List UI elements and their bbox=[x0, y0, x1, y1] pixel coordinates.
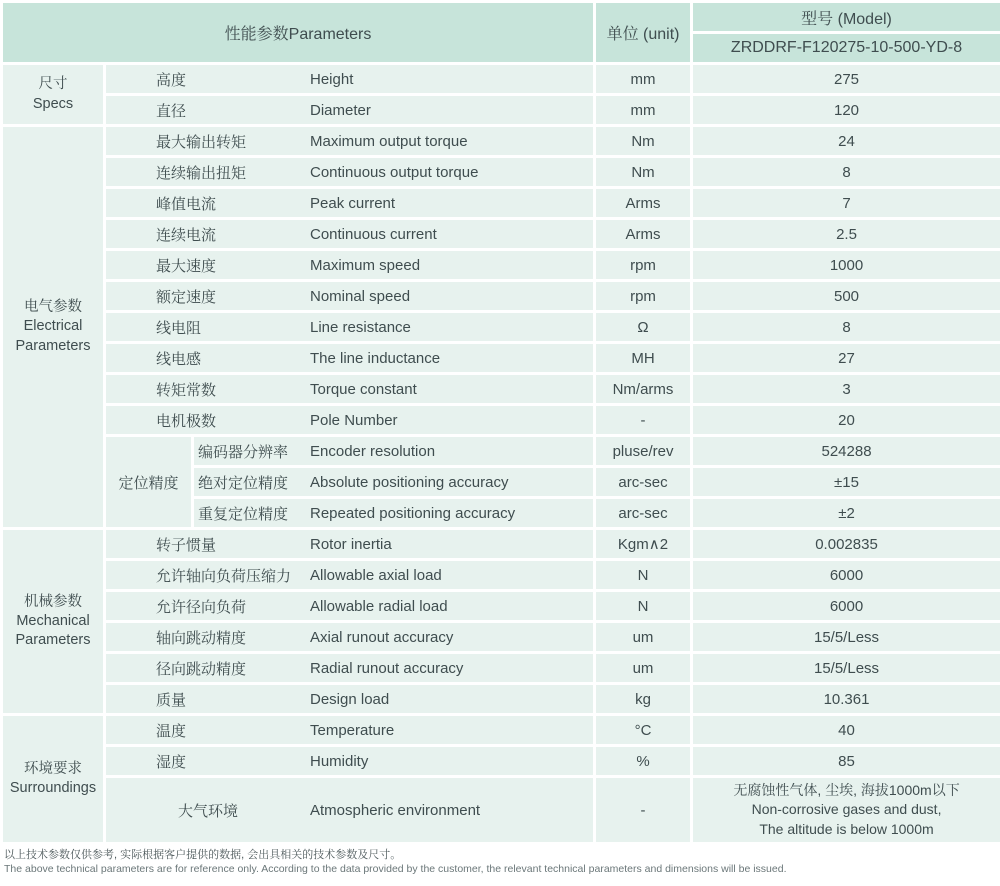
value-cell: 20 bbox=[692, 405, 1000, 436]
unit-cell: Ω bbox=[595, 312, 692, 343]
atmosphere-value-en-line1: Non-corrosive gases and dust, bbox=[751, 801, 942, 818]
section-header-specs bbox=[2, 64, 105, 126]
unit-cell: Nm bbox=[595, 157, 692, 188]
unit-cell: mm bbox=[595, 95, 692, 126]
label-cn: 最大输出转矩 bbox=[156, 133, 247, 151]
unit-cell: Kgm∧2 bbox=[595, 529, 692, 560]
table-row bbox=[2, 622, 1000, 653]
footnote bbox=[0, 845, 1000, 876]
label-en: Torque constant bbox=[310, 380, 417, 398]
unit-cell: N bbox=[595, 591, 692, 622]
value-cell: 120 bbox=[692, 95, 1000, 126]
value-cell: 40 bbox=[692, 715, 1000, 746]
table-row bbox=[2, 219, 1000, 250]
value-cell: 15/5/Less bbox=[692, 653, 1000, 684]
label-en: Diameter bbox=[310, 101, 371, 119]
unit-cell: arc-sec bbox=[595, 467, 692, 498]
unit-cell: um bbox=[595, 622, 692, 653]
label-en: Radial runout accuracy bbox=[310, 659, 464, 677]
value-cell: 1000 bbox=[692, 250, 1000, 281]
unit-cell: % bbox=[595, 746, 692, 777]
label-cn: 质量 bbox=[156, 691, 187, 709]
table-row bbox=[2, 653, 1000, 684]
label-en: Continuous output torque bbox=[310, 163, 479, 181]
table-row bbox=[2, 436, 1000, 467]
value-cell: ±2 bbox=[692, 498, 1000, 529]
value-cell: 24 bbox=[692, 126, 1000, 157]
label-en: Humidity bbox=[310, 752, 369, 770]
atmosphere-value-en-line2: The altitude is below 1000m bbox=[759, 820, 934, 837]
section-title-cn: 机械参数 bbox=[24, 593, 82, 610]
label-en: Maximum output torque bbox=[310, 132, 468, 150]
unit-cell: °C bbox=[595, 715, 692, 746]
atmosphere-value-cn: 无腐蚀性气体, 尘埃, 海拔1000m以下 bbox=[733, 782, 960, 799]
table-row bbox=[2, 591, 1000, 622]
unit-cell: Nm bbox=[595, 126, 692, 157]
label-cn: 大气环境 bbox=[177, 802, 238, 820]
label-en: Atmospheric environment bbox=[310, 801, 481, 819]
unit-cell: N bbox=[595, 560, 692, 591]
label-en: Design load bbox=[310, 690, 390, 708]
header-model-value: ZRDDRF-F120275-10-500-YD-8 bbox=[692, 33, 1000, 64]
table-row bbox=[2, 343, 1000, 374]
table-row bbox=[2, 405, 1000, 436]
value-cell: 6000 bbox=[692, 560, 1000, 591]
table-row bbox=[2, 777, 1000, 844]
label-en: Absolute positioning accuracy bbox=[310, 473, 509, 491]
table-row bbox=[2, 188, 1000, 219]
label-en: Line resistance bbox=[310, 318, 411, 336]
label-cn: 额定速度 bbox=[156, 288, 217, 306]
label-cn: 线电阻 bbox=[156, 319, 202, 337]
label-cn: 湿度 bbox=[156, 753, 187, 771]
unit-cell: mm bbox=[595, 64, 692, 95]
table-row bbox=[2, 95, 1000, 126]
label-en: Nominal speed bbox=[310, 287, 411, 305]
section-title-cn: 环境要求 bbox=[24, 760, 82, 777]
label-cn: 转子惯量 bbox=[156, 536, 217, 554]
label-en: Encoder resolution bbox=[310, 442, 436, 460]
label-cn: 重复定位精度 bbox=[198, 505, 289, 523]
label-cn: 绝对定位精度 bbox=[198, 474, 289, 492]
label-en: Allowable radial load bbox=[310, 597, 448, 615]
label-cn: 轴向跳动精度 bbox=[156, 629, 247, 647]
unit-cell: pluse/rev bbox=[595, 436, 692, 467]
value-cell: ±15 bbox=[692, 467, 1000, 498]
label-en: Temperature bbox=[310, 721, 395, 739]
label-en: Rotor inertia bbox=[310, 535, 392, 553]
unit-cell: Arms bbox=[595, 188, 692, 219]
label-en: Axial runout accuracy bbox=[310, 628, 454, 646]
table-row bbox=[2, 64, 1000, 95]
value-cell bbox=[692, 777, 1000, 844]
footnote-en: The above technical parameters are for reference only. According to the data provided by the customer, the relevant technical parameters and dimensions will be issued. bbox=[4, 862, 787, 875]
header-unit: 单位 (unit) bbox=[595, 2, 692, 64]
value-cell: 500 bbox=[692, 281, 1000, 312]
table-row bbox=[2, 157, 1000, 188]
table-row bbox=[2, 715, 1000, 746]
table-row bbox=[2, 529, 1000, 560]
table-row bbox=[2, 684, 1000, 715]
label-cn: 温度 bbox=[156, 722, 187, 740]
value-cell: 0.002835 bbox=[692, 529, 1000, 560]
group-label-positioning-accuracy: 定位精度 bbox=[105, 436, 193, 529]
unit-cell: - bbox=[595, 405, 692, 436]
unit-cell: um bbox=[595, 653, 692, 684]
value-cell: 85 bbox=[692, 746, 1000, 777]
table-row bbox=[2, 312, 1000, 343]
value-cell: 3 bbox=[692, 374, 1000, 405]
label-cn: 线电感 bbox=[156, 350, 202, 368]
table-row bbox=[2, 281, 1000, 312]
label-en: Pole Number bbox=[310, 411, 398, 429]
label-cn: 转矩常数 bbox=[156, 381, 217, 399]
label-cn: 电机极数 bbox=[156, 412, 217, 430]
unit-cell: MH bbox=[595, 343, 692, 374]
label-cn: 高度 bbox=[156, 71, 187, 89]
table-row bbox=[2, 560, 1000, 591]
label-en: Allowable axial load bbox=[310, 566, 442, 584]
value-cell: 7 bbox=[692, 188, 1000, 219]
label-en: Peak current bbox=[310, 194, 396, 212]
value-cell: 2.5 bbox=[692, 219, 1000, 250]
section-title-en: Specs bbox=[32, 95, 74, 112]
value-cell: 8 bbox=[692, 157, 1000, 188]
section-title-en: Surroundings bbox=[9, 780, 97, 796]
value-cell: 275 bbox=[692, 64, 1000, 95]
table-row bbox=[2, 374, 1000, 405]
label-cn: 允许轴向负荷压缩力 bbox=[156, 567, 292, 585]
label-cn: 最大速度 bbox=[156, 257, 217, 275]
table-row bbox=[2, 746, 1000, 777]
unit-cell: kg bbox=[595, 684, 692, 715]
label-cn: 径向跳动精度 bbox=[156, 660, 247, 678]
value-cell: 524288 bbox=[692, 436, 1000, 467]
unit-cell: rpm bbox=[595, 281, 692, 312]
unit-cell: Nm/arms bbox=[595, 374, 692, 405]
label-en: The line inductance bbox=[310, 349, 441, 367]
label-en: Continuous current bbox=[310, 225, 437, 243]
label-cn: 连续输出扭矩 bbox=[156, 164, 247, 182]
unit-cell: - bbox=[595, 777, 692, 844]
section-header-electrical bbox=[2, 126, 105, 529]
label-cn: 直径 bbox=[156, 102, 187, 120]
section-title-cn: 尺寸 bbox=[38, 76, 68, 93]
value-cell: 8 bbox=[692, 312, 1000, 343]
header-parameters: 性能参数Parameters bbox=[2, 2, 595, 64]
label-cn: 编码器分辨率 bbox=[198, 443, 289, 461]
value-cell: 27 bbox=[692, 343, 1000, 374]
unit-cell: Arms bbox=[595, 219, 692, 250]
header-model-label: 型号 (Model) bbox=[692, 2, 1000, 33]
footnote-cn: 以上技术参数仅供参考, 实际根据客户提供的数据, 会出具相关的技术参数及尺寸。 bbox=[4, 849, 402, 861]
label-cn: 峰值电流 bbox=[156, 195, 217, 213]
section-title-en: Electrical Parameters bbox=[15, 318, 91, 354]
table-row bbox=[2, 250, 1000, 281]
label-en: Maximum speed bbox=[310, 256, 421, 274]
table-row bbox=[2, 126, 1000, 157]
section-header-surroundings bbox=[2, 715, 105, 844]
value-cell: 15/5/Less bbox=[692, 622, 1000, 653]
unit-cell: rpm bbox=[595, 250, 692, 281]
label-en: Repeated positioning accuracy bbox=[310, 504, 516, 522]
label-cn: 允许径向负荷 bbox=[156, 598, 247, 616]
value-cell: 6000 bbox=[692, 591, 1000, 622]
unit-cell: arc-sec bbox=[595, 498, 692, 529]
value-cell: 10.361 bbox=[692, 684, 1000, 715]
section-header-mechanical bbox=[2, 529, 105, 715]
section-title-en: Mechanical Parameters bbox=[15, 612, 91, 649]
section-title-cn: 电气参数 bbox=[24, 299, 82, 316]
label-cn: 连续电流 bbox=[156, 226, 217, 244]
label-en: Height bbox=[310, 70, 354, 88]
